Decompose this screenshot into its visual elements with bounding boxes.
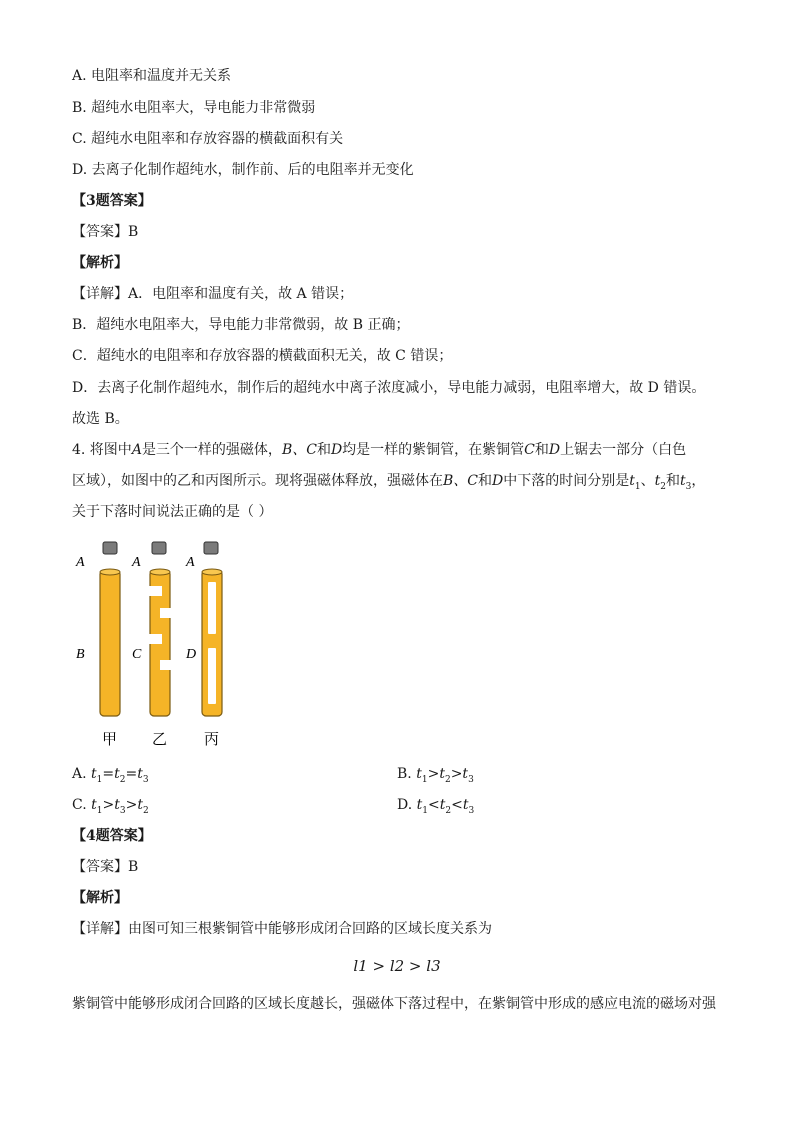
q3-analysis-label: 【解析】 xyxy=(72,255,128,271)
q4-var-d: D xyxy=(492,473,504,489)
relation: < xyxy=(428,797,440,813)
q4-sub: 3 xyxy=(685,481,692,492)
q4-answer-header: 【4题答案】 xyxy=(72,828,152,844)
magnet-bing xyxy=(204,542,218,554)
sub: 1 xyxy=(96,774,103,785)
q4-detail: 【详解】由图可知三根紫铜管中能够形成闭合回路的区域长度关系为 xyxy=(72,921,492,937)
option-prefix: B. xyxy=(397,766,417,782)
q4-var-d: D xyxy=(330,442,343,458)
label-a-yi: A xyxy=(132,555,141,570)
label-b: B xyxy=(76,647,85,662)
relation: > xyxy=(450,766,463,782)
q4-answer: 【答案】B xyxy=(72,859,139,875)
q4-var-t: t xyxy=(654,473,661,489)
q3-detail-d: D．去离子化制作超纯水，制作后的超纯水中离子浓度减小，导电能力减弱，电阻率增大，故 D 错误。 xyxy=(72,380,706,396)
option-prefix: A. xyxy=(72,766,92,782)
q4-text: 中下落的时间分别是 xyxy=(503,473,630,489)
sub: 2 xyxy=(142,805,149,816)
q4-var-t: t xyxy=(679,473,686,489)
q4-text: 上锯去一部分（白色 xyxy=(560,442,687,458)
tube-c-top xyxy=(150,569,170,575)
sub: 1 xyxy=(422,805,429,816)
tube-d-top xyxy=(202,569,222,575)
tube-c-cut xyxy=(160,608,171,618)
q4-sub: 2 xyxy=(660,481,666,492)
q4-text: ， xyxy=(691,473,706,489)
relation: < xyxy=(451,797,463,813)
q4-text: 4. 将图中 xyxy=(72,442,132,458)
q4-text: 均是一样的紫铜管，在紫铜管 xyxy=(342,442,525,458)
label-a-jia: A xyxy=(76,555,85,570)
tube-d-slot xyxy=(208,582,216,634)
q4-var-bc: B、C xyxy=(443,473,478,489)
option-prefix: C. xyxy=(72,797,92,813)
q4-stem-line1 xyxy=(72,440,686,460)
q4-text: 和 xyxy=(534,442,549,458)
q4-stem-line2 xyxy=(72,471,705,497)
q4-var-t: t xyxy=(629,473,635,489)
q4-text: 和 xyxy=(316,442,331,458)
option-prefix: D. xyxy=(397,797,417,813)
q4-stem-line3: 关于下落时间说法正确的是（ ） xyxy=(72,504,273,520)
sub: 3 xyxy=(468,805,475,816)
label-a-bing: A xyxy=(186,555,195,570)
label-c: C xyxy=(132,647,142,662)
var-t: t xyxy=(416,797,423,813)
q4-option-d xyxy=(397,795,474,821)
tube-b-top xyxy=(100,569,120,575)
q4-text: 、 xyxy=(640,473,655,489)
q4-text: 和 xyxy=(478,473,492,489)
q3-answer-header: 【3题答案】 xyxy=(72,193,152,209)
tube-d-slot xyxy=(208,648,216,704)
q3-option-a: A. 电阻率和温度并无关系 xyxy=(72,68,232,84)
caption-bing: 丙 xyxy=(204,730,220,748)
q4-var-c: C xyxy=(524,442,535,458)
tube-c-cut xyxy=(149,634,162,644)
q4-option-b xyxy=(397,764,474,790)
tube-b xyxy=(100,570,120,716)
var-t: t xyxy=(416,766,422,782)
q4-option-a xyxy=(72,764,149,790)
q4-text: 是三个一样的强磁体， xyxy=(141,442,282,458)
var-t: t xyxy=(137,766,143,782)
q4-text: 区域），如图中的乙和丙图所示。现将强磁体释放，强磁体在 xyxy=(72,473,443,489)
q3-detail-b: B．超纯水电阻率大，导电能力非常微弱，故 B 正确； xyxy=(72,317,410,333)
q3-option-b: B. 超纯水电阻率大，导电能力非常微弱 xyxy=(72,100,316,116)
sub: 2 xyxy=(119,774,126,785)
relation: > xyxy=(427,766,440,782)
magnet-yi xyxy=(152,542,166,554)
q4-formula: l1 > l2 > l3 xyxy=(353,957,441,975)
var-t: t xyxy=(462,766,469,782)
sub: 1 xyxy=(96,805,103,816)
tube-c-cut xyxy=(149,586,162,596)
sub: 2 xyxy=(445,805,452,816)
relation: = xyxy=(125,766,138,782)
var-t: t xyxy=(137,797,143,813)
label-d: D xyxy=(186,647,197,662)
q3-option-c: C. 超纯水电阻率和存放容器的横截面积有关 xyxy=(72,131,344,147)
var-t: t xyxy=(439,766,445,782)
q3-detail-a: 【详解】A．电阻率和温度有关，故 A 错误； xyxy=(72,286,354,302)
var-t: t xyxy=(114,797,120,813)
q3-conclusion: 故选 B。 xyxy=(72,411,129,427)
caption-yi: 乙 xyxy=(152,730,168,748)
q4-var-d: D xyxy=(548,442,561,458)
var-t: t xyxy=(91,797,97,813)
var-t: t xyxy=(439,797,446,813)
magnet-jia xyxy=(103,542,117,554)
q4-analysis-label: 【解析】 xyxy=(72,890,128,906)
sub: 3 xyxy=(468,774,474,785)
q4-option-c xyxy=(72,795,149,821)
sub: 2 xyxy=(444,774,451,785)
q4-sub: 1 xyxy=(634,481,641,492)
sub: 3 xyxy=(142,774,149,785)
sub: 1 xyxy=(421,774,428,785)
copper-tubes-figure xyxy=(70,538,240,753)
tube-c-cut xyxy=(160,660,171,670)
q4-var-bc: B、C xyxy=(281,442,317,458)
relation: > xyxy=(102,797,115,813)
var-t: t xyxy=(91,766,97,782)
relation: = xyxy=(102,766,115,782)
q4-last-line: 紫铜管中能够形成闭合回路的区域长度越长，强磁体下落过程中，在紫铜管中形成的感应电流的磁场对强 xyxy=(72,996,716,1012)
q3-detail-c: C．超纯水的电阻率和存放容器的横截面积无关，故 C 错误； xyxy=(72,348,453,364)
var-t: t xyxy=(462,797,469,813)
q3-answer: 【答案】B xyxy=(72,224,139,240)
var-t: t xyxy=(114,766,120,782)
caption-jia: 甲 xyxy=(102,730,118,748)
q4-var-a: A xyxy=(131,442,142,458)
q3-option-d: D. 去离子化制作超纯水，制作前、后的电阻率并无变化 xyxy=(72,162,414,178)
sub: 3 xyxy=(119,805,126,816)
relation: > xyxy=(125,797,138,813)
q4-text: 和 xyxy=(665,473,680,489)
